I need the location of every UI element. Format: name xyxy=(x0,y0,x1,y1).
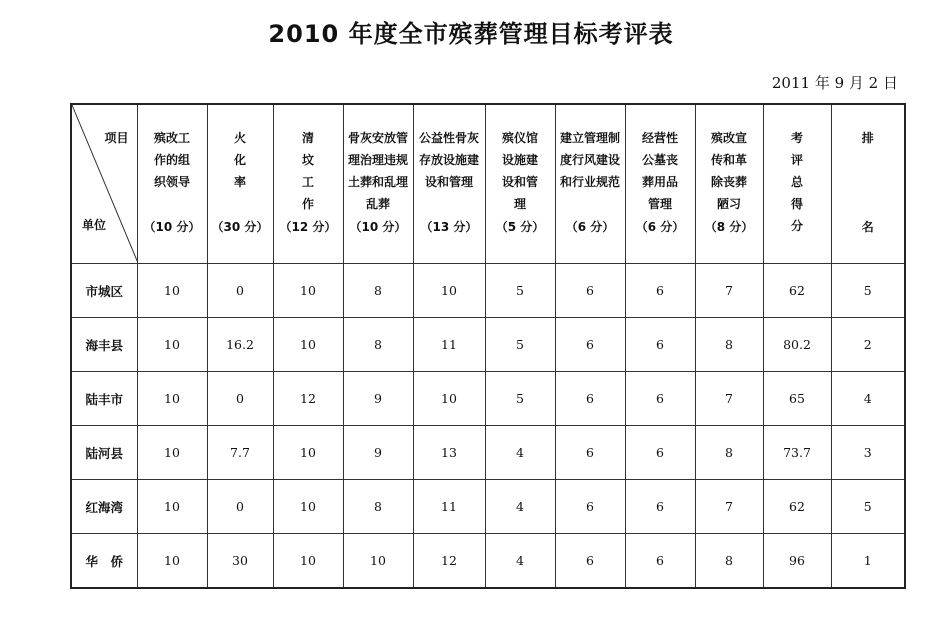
unit-name: 海丰县 xyxy=(71,318,137,372)
score-cell: 8 xyxy=(695,318,763,372)
column-header xyxy=(625,104,695,264)
score-cell: 0 xyxy=(207,480,273,534)
score-cell: 12 xyxy=(413,534,485,589)
score-cell: 8 xyxy=(695,534,763,589)
score-cell: 5 xyxy=(831,480,905,534)
score-cell: 4 xyxy=(485,534,555,589)
score-cell: 7 xyxy=(695,264,763,318)
score-cell: 10 xyxy=(343,534,413,589)
score-cell: 8 xyxy=(343,318,413,372)
score-cell: 8 xyxy=(343,480,413,534)
table-row xyxy=(71,534,905,589)
score-cell: 10 xyxy=(413,264,485,318)
score-cell: 13 xyxy=(413,426,485,480)
score-cell: 10 xyxy=(137,480,207,534)
column-score: 名 xyxy=(861,220,874,234)
unit-name: 陆河县 xyxy=(71,426,137,480)
score-cell: 10 xyxy=(273,264,343,318)
column-label: 火 化 率 xyxy=(233,131,246,189)
evaluation-table xyxy=(70,103,906,589)
column-score: （5 分） xyxy=(495,220,545,234)
score-cell: 7.7 xyxy=(207,426,273,480)
score-cell: 10 xyxy=(137,534,207,589)
score-cell: 9 xyxy=(343,426,413,480)
column-score: （10 分） xyxy=(143,220,201,234)
column-header xyxy=(413,104,485,264)
score-cell: 6 xyxy=(555,264,625,318)
score-cell: 4 xyxy=(485,480,555,534)
score-cell: 65 xyxy=(763,372,831,426)
score-cell: 6 xyxy=(625,426,695,480)
column-header xyxy=(695,104,763,264)
unit-name: 市城区 xyxy=(71,264,137,318)
unit-name: 红海湾 xyxy=(71,480,137,534)
column-label: 骨灰安放管 理治理违规 土葬和乱埋 乱葬 xyxy=(347,131,408,211)
document-date: 2011 年 9 月 2 日 xyxy=(771,74,898,92)
column-score: （30 分） xyxy=(211,220,269,234)
page-title: 2010 年度全市殡葬管理目标考评表 xyxy=(268,20,674,48)
score-cell: 10 xyxy=(273,318,343,372)
score-cell: 73.7 xyxy=(763,426,831,480)
score-cell: 3 xyxy=(831,426,905,480)
score-cell: 6 xyxy=(555,480,625,534)
column-header xyxy=(831,104,905,264)
column-header xyxy=(207,104,273,264)
score-cell: 6 xyxy=(625,264,695,318)
table-row xyxy=(71,264,905,318)
score-cell: 9 xyxy=(343,372,413,426)
table-row xyxy=(71,426,905,480)
score-cell: 5 xyxy=(485,264,555,318)
column-label: 考 评 总 得 分 xyxy=(790,131,803,233)
score-cell: 6 xyxy=(625,318,695,372)
score-cell: 62 xyxy=(763,480,831,534)
unit-name: 华 侨 xyxy=(71,534,137,589)
column-header xyxy=(343,104,413,264)
score-cell: 10 xyxy=(137,264,207,318)
column-score: （13 分） xyxy=(420,220,478,234)
score-cell: 30 xyxy=(207,534,273,589)
score-cell: 10 xyxy=(273,480,343,534)
score-cell: 2 xyxy=(831,318,905,372)
score-cell: 7 xyxy=(695,480,763,534)
score-cell: 1 xyxy=(831,534,905,589)
column-header xyxy=(485,104,555,264)
score-cell: 10 xyxy=(137,318,207,372)
score-cell: 6 xyxy=(555,534,625,589)
column-header xyxy=(555,104,625,264)
column-score: （6 分） xyxy=(565,220,615,234)
column-label: 经营性 公墓丧 葬用品 管理 xyxy=(641,131,678,211)
score-cell: 0 xyxy=(207,264,273,318)
column-score: （6 分） xyxy=(635,220,685,234)
score-cell: 6 xyxy=(555,318,625,372)
score-cell: 8 xyxy=(695,426,763,480)
score-cell: 4 xyxy=(485,426,555,480)
score-cell: 6 xyxy=(625,372,695,426)
score-cell: 62 xyxy=(763,264,831,318)
score-cell: 6 xyxy=(625,534,695,589)
score-cell: 7 xyxy=(695,372,763,426)
column-header xyxy=(273,104,343,264)
corner-cell xyxy=(71,104,137,264)
column-header xyxy=(137,104,207,264)
table-row xyxy=(71,318,905,372)
score-cell: 96 xyxy=(763,534,831,589)
table-row xyxy=(71,480,905,534)
score-cell: 5 xyxy=(831,264,905,318)
score-cell: 4 xyxy=(831,372,905,426)
score-cell: 10 xyxy=(273,534,343,589)
corner-project-label: 项目 xyxy=(104,131,129,145)
score-cell: 10 xyxy=(273,426,343,480)
column-label: 建立管理制 度行风建设 和行业规范 xyxy=(559,131,620,189)
score-cell: 16.2 xyxy=(207,318,273,372)
column-score: （12 分） xyxy=(279,220,337,234)
column-label: 清 坟 工 作 xyxy=(301,131,314,211)
column-label: 殡改工 作的组 织领导 xyxy=(153,131,190,189)
table-row xyxy=(71,372,905,426)
column-label: 殡仪馆 设施建 设和管 理 xyxy=(501,131,538,211)
score-cell: 6 xyxy=(555,426,625,480)
score-cell: 10 xyxy=(137,372,207,426)
score-cell: 0 xyxy=(207,372,273,426)
column-label: 排 xyxy=(861,131,874,145)
score-cell: 6 xyxy=(555,372,625,426)
column-label: 殡改宣 传和革 除丧葬 陋习 xyxy=(710,131,747,211)
header-row xyxy=(71,104,905,264)
score-cell: 5 xyxy=(485,372,555,426)
score-cell: 5 xyxy=(485,318,555,372)
corner-unit-label: 单位 xyxy=(82,218,107,232)
score-cell: 10 xyxy=(137,426,207,480)
column-header xyxy=(763,104,831,264)
score-cell: 11 xyxy=(413,318,485,372)
column-label: 公益性骨灰 存放设施建 设和管理 xyxy=(418,131,479,189)
table-body xyxy=(71,264,905,589)
score-cell: 11 xyxy=(413,480,485,534)
unit-name: 陆丰市 xyxy=(71,372,137,426)
score-cell: 10 xyxy=(413,372,485,426)
column-score: （10 分） xyxy=(349,220,407,234)
column-score: （8 分） xyxy=(704,220,754,234)
score-cell: 6 xyxy=(625,480,695,534)
score-cell: 12 xyxy=(273,372,343,426)
score-cell: 8 xyxy=(343,264,413,318)
score-cell: 80.2 xyxy=(763,318,831,372)
